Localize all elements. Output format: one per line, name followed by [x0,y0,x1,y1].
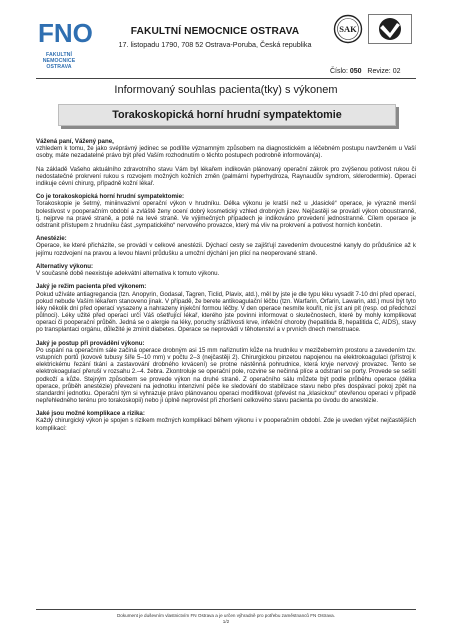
page-number: 1/2 [222,619,230,624]
document-title: Informovaný souhlas pacienta(tky) s výkonem [114,84,338,96]
section-heading: Jaké jsou možné komplikace a rizika: [36,410,145,418]
section-text: Pokud užíváte antiagregancia (tzn. Anopyrin, Godasal, Tagren, Ticlid, Plavix, atd.), měl by jste je dle typu léku vysadit 7-10 dní před operací, pokud nebude Vaším lékařem stanoveno jinak. V případě, že berete antikoagulační léčbu (tzn. Warfarin, Orfarin, Lawarin, atd.) musí být tyto léky několik dní před operací vysazeny a nahrazeny injekční formou léčby. V den operace nesmíte kouřit, nic jíst ani pít (resp. od předchozí půlnoci). Léky užité před operací určí Váš ošetřující lékař, kterého jste povinni informovat o skutečnostech, které by mohly komplikovat operaci či pooperační průběh. Jedná se o alergie na léky, poruchy srážlivosti krve, infekční choroby (hepatitida B, hepatitida C, AIDS), stavy po transplantaci orgánu, důležité je zmínit diabetes. Operace se neprovádí v těhotenství a v prvních dnech menstruace. [36,290,416,334]
hospital-logo [36,12,93,74]
footer-divider [36,609,416,610]
intro-text: vzhledem k tomu, že jako svéprávný jedinec se podílíte významným způsobem na diagnostickém a léčebném postupu navrženém u Vaší osoby, máte nezadatelné právo být před Vaším rozhodnutím o těchto postupech podrobně informován(a). [36,145,416,160]
logo-letters: FNO [38,18,93,48]
hospital-address: 17. listopadu 1790, 708 52 Ostrava-Poruba, Česká republika [118,40,312,49]
procedure-name: Torakoskopická horní hrudní sympatektomie [112,109,342,121]
section-complications [36,410,416,431]
revision-label: Revize: [367,68,391,75]
section-heading: Alternativy výkonu: [36,262,93,270]
section-text: Každý chirurgický výkon je spojen s rizikem možných komplikací během výkonu i v pooperačním období. Zde je uveden výčet nejčastějších komplikací: [36,417,416,432]
intro-paragraph [36,138,416,159]
section-heading: Co je torakoskopická horní hrudní sympatektomie: [36,193,185,201]
section-heading: Jaký je režim pacienta před výkonem: [36,283,147,291]
section-procedure-steps [36,340,416,404]
number-label: Číslo: [330,68,348,75]
document-number [330,68,400,75]
section-heading: Anestézie: [36,235,67,243]
logo-text: FAKULTNÍ NEMOCNICE OSTRAVA [42,52,76,70]
fno-logo-icon [36,12,93,52]
section-text: Torakoskopie je šetrný, miniinvazivní operační výkon v hrudníku. Délka výkonu je kratší než u „klasické“ operace, je výrazně menší bolestivost v pooperačním období a zvláště ženy ocení dobrý kosmetický vzhled drobných jizev. Nejčastěji se provádí výkon oboustranně, tj. nejprve na pravé straně, a poté na levé straně. Ve výjimečných případech je indikováno provedení jednostranné. Cílem operace je odstranit přístupem z hrudníku část „sympatického“ nervového provazce, který má vliv na prokrvení a potivost horních končetin. [36,200,416,229]
section-preop-regime [36,283,416,333]
document-body [36,138,416,438]
salutation-heading: Vážená paní, Vážený pane, [36,138,114,145]
section-what-is [36,193,416,229]
hospital-name: FAKULTNÍ NEMOCNICE OSTRAVA [130,26,300,37]
quality-certification-mark [368,14,412,44]
section-heading: Jaký je postup při provádění výkonu: [36,339,145,347]
section-text: V současné době neexistuje adekvátní alternativa k tomuto výkonu. [36,270,220,278]
header-divider [36,78,416,79]
section-text: Operace, ke které přicházíte, se provádí v celkové anestézii. Dýchací cesty se zajišťují zavedením dvoucestné kanyly do průdušnice až k jejímu rozdvojení na pravou a levou hlavní průdušku a umožní dýchání jen plicí na neoperované straně. [36,242,416,257]
sak-mark-text: SAK [339,24,357,34]
basis-paragraph: Na základě Vašeho aktuálního zdravotního stavu Vám byl lékařem indikován plánovaný operační zákrok pro zvýšenou potivost rukou či nedostatečné prokrvení rukou s rozvojem možných kožních změn (palmární hyperhydroza, Raynaudův syndrom, sklerodermie). Operaci indikuje cévní chirurg, případně kožní lékař. [36,165,416,187]
section-text: Po uspání na operačním sále začíná operace drobným asi 15 mm nařiznutím kůže na hrudníku v mezižeberním prostoru a zavedením tzv. vstupních portů (kovové tubusy šíře 5–10 mm) v počtu 2–3 (nejčastěji 2). Chirurgickou pinzetou napojenou na elektrokoagulaci (přístroj k elektrickému řezání tkání a zastavování drobného krvácení) se protne nástěnná pohrudnice, která kryje nervový provazec. Tento se elektrokoagulací přeruší v rozsahu 2.–4. žebra. Zkontroluje se operační pole, rozvine se nečinná plíce a odstraní se porty. Provede se sešití podkoží a kůže. Stejným způsobem se provede výkon na druhé straně. Z operačního sálu můžete být podle průběhu operace (délka operace, průběh anestézie) převezeni na jednotku intenzivní péče ke sledování do stabilizace stavu nebo přes dospávací pokoj zpět na standardní jednotku. Operační tým si vyhrazuje právo plánovanou operaci modifikovat (převést na „klasickou“ otevřenou operaci v případě nepřehledného terénu pro torakoskopii) nebo ji úplně neprovést při zhoršení celkového stavu pacienta po úvodu do anestézie. [36,346,416,404]
procedure-box [58,104,396,126]
revision-value: 02 [392,68,401,75]
footer-disclaimer: Dokument je duševním vlastnictvím FN Ostrava a je určen výhradně pro potřebu zaměstnanců FN Ostrava. [116,613,336,618]
section-anesthesia [36,235,416,256]
page-footer [36,613,416,625]
number-value: 050 [349,68,362,75]
sak-certification-mark [333,14,363,44]
section-alternatives [36,263,416,277]
